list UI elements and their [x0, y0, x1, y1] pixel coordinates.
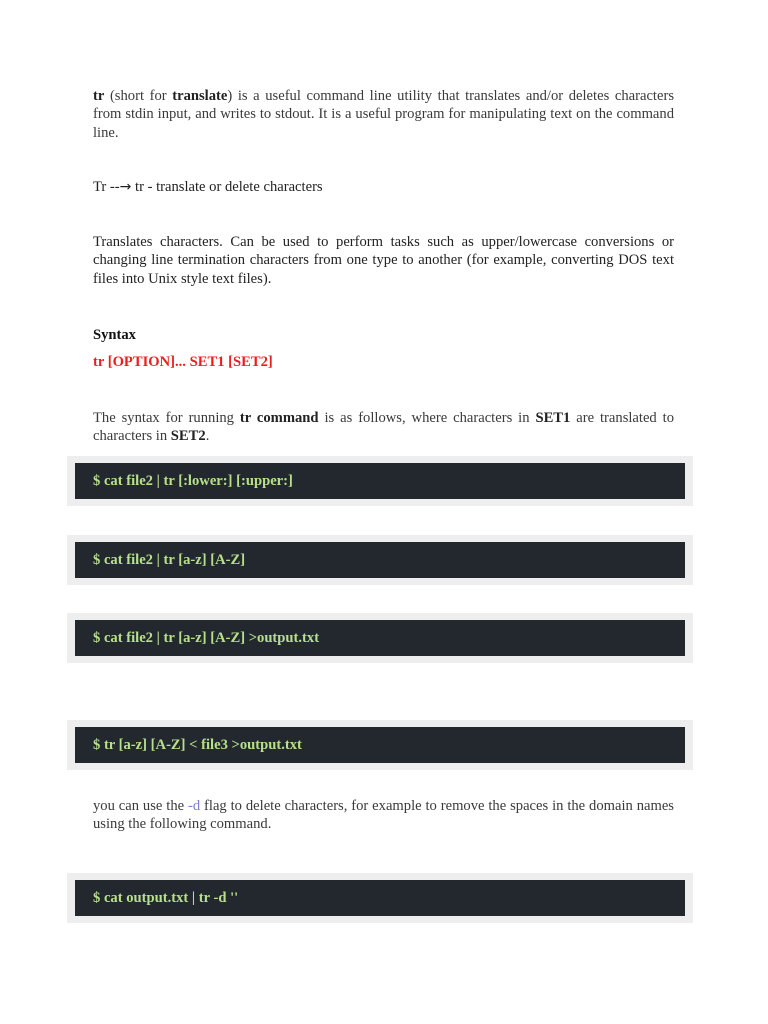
code-text[interactable]: $ cat file2 | tr [a-z] [A-Z]: [75, 542, 685, 578]
syntax-heading: Syntax: [93, 327, 136, 343]
code-block: [67, 720, 693, 770]
syntax-command: tr [OPTION]... SET1 [SET2]: [93, 354, 273, 370]
code-block: [67, 873, 693, 923]
code-block: [67, 535, 693, 585]
delete-flag-paragraph: you can use the -d flag to delete characters, for example to remove the spaces in the domain names using the following command.: [93, 798, 674, 833]
tr-definition-line: Tr --→ tr - translate or delete characters: [93, 179, 323, 195]
code-text[interactable]: $ cat output.txt | tr -d '': [75, 880, 685, 916]
translates-paragraph: Translates characters. Can be used to perform tasks such as upper/lowercase conversions or changing line termination characters from one type to another (for example, converting DOS text files into Unix style text files).: [93, 234, 674, 287]
flag-d-link[interactable]: -d: [187, 798, 201, 814]
term-translate: translate: [172, 88, 228, 104]
term-tr: tr: [93, 88, 105, 104]
code-block: [67, 456, 693, 506]
code-text[interactable]: $ cat file2 | tr [:lower:] [:upper:]: [75, 463, 685, 499]
code-block: [67, 613, 693, 663]
syntax-description: The syntax for running tr command is as follows, where characters in SET1 are translated to characters in SET2.: [93, 410, 675, 445]
intro-paragraph: tr (short for translate) is a useful command line utility that translates and/or deletes characters from stdin input, and writes to stdout. It is a useful program for manipulating text on the command line.: [93, 88, 674, 141]
code-text[interactable]: $ cat file2 | tr [a-z] [A-Z] >output.txt: [75, 620, 685, 656]
arrow-right-icon: →: [119, 179, 132, 195]
code-text[interactable]: $ tr [a-z] [A-Z] < file3 >output.txt: [75, 727, 685, 763]
